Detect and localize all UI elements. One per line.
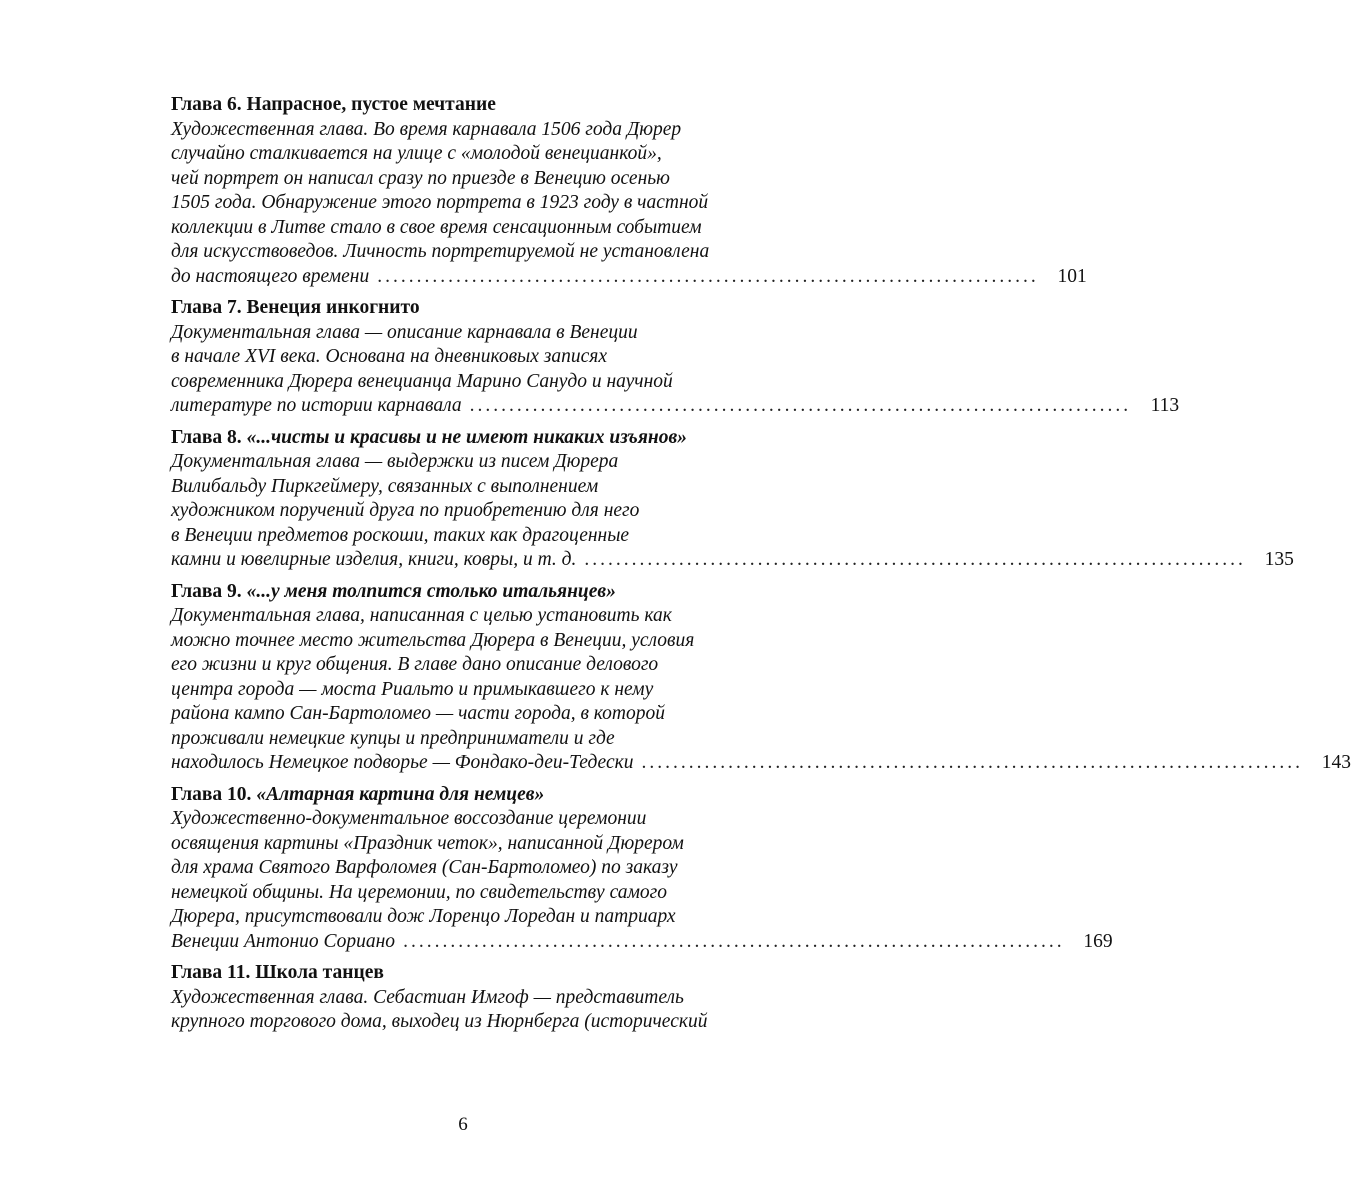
chapter-title-quote: «Алтарная картина для немцев» xyxy=(256,783,545,805)
description-last-line xyxy=(171,265,1087,290)
description-last-line xyxy=(171,394,1180,419)
chapter-description xyxy=(171,450,1294,573)
description-line: 1505 года. Обнаружение этого портрета в 1923 году в частной xyxy=(171,192,709,213)
description-line: находилось Немецкое подворье — Фондако-деи-Тедески xyxy=(171,752,634,773)
description-line: центра города — моста Риальто и примыкавшего к нему xyxy=(171,678,654,700)
description-line: для искусствоведов. Личность портретируемой не установлена xyxy=(171,241,710,262)
description-line: можно точнее место жительства Дюрера в Венеции, условия xyxy=(171,629,695,651)
chapter-description xyxy=(171,604,1351,776)
description-line: для храма Святого Варфоломея (Сан-Бартоломео) по заказу xyxy=(171,857,678,878)
page-number: 101 xyxy=(1057,265,1087,287)
description-line: его жизни и круг общения. В главе дано описание делового xyxy=(171,654,659,675)
chapter-title: Глава 7. Венеция инкогнито xyxy=(171,297,420,318)
chapter-title: Глава 11. Школа танцев xyxy=(171,962,384,983)
toc-entry-chapter-7 xyxy=(171,296,1180,419)
description-line: современника Дюрера венецианца Марино Санудо и научной xyxy=(171,370,673,392)
description-line: освящения картины «Праздник четок», написанной Дюрером xyxy=(171,832,684,854)
description-line: Документальная глава — выдержки из писем Дюрера xyxy=(171,451,619,472)
chapter-title-prefix: Глава 8. xyxy=(171,426,247,448)
toc-entry-chapter-10 xyxy=(171,783,1113,955)
description-line: в начале XVI века. Основана на дневниковых записях xyxy=(171,346,608,367)
toc-entry-chapter-6 xyxy=(171,93,1087,289)
chapter-title xyxy=(171,783,761,808)
dot-leader: .................................................................................... xyxy=(641,752,1303,773)
chapter-title-quote: «...у меня толпится столько итальянцев» xyxy=(246,580,616,602)
description-line: в Венеции предметов роскоши, таких как драгоценные xyxy=(171,524,630,546)
description-line: Художественная глава. Во время карнавала 1506 года Дюрер xyxy=(171,118,682,140)
chapter-description xyxy=(171,807,1113,954)
chapter-title: Глава 6. Напрасное, пустое мечтание xyxy=(171,94,496,115)
description-line: проживали немецкие купцы и предприниматели и где xyxy=(171,727,615,749)
description-line: чей портрет он написал сразу по приезде в Венецию осенью xyxy=(171,167,670,189)
chapter-title xyxy=(171,426,761,451)
chapter-description xyxy=(171,986,761,1035)
description-line: Художественная глава. Себастиан Имгоф — представитель xyxy=(171,986,684,1008)
description-line: художником поручений друга по приобретению для него xyxy=(171,500,640,521)
table-of-contents xyxy=(171,93,1351,1042)
dot-leader: .................................................................................... xyxy=(469,395,1132,416)
description-last-line xyxy=(171,751,1351,776)
description-line: случайно сталкивается на улице с «молодой венецианкой», xyxy=(171,143,662,164)
dot-leader: .................................................................................... xyxy=(584,549,1246,570)
description-line: литературе по истории карнавала xyxy=(171,395,462,416)
toc-entry-chapter-9 xyxy=(171,580,1351,776)
dot-leader: .................................................................................... xyxy=(403,930,1065,952)
description-line: до настоящего времени xyxy=(171,265,370,287)
description-last-line xyxy=(171,548,1294,573)
description-line: Художественно-документальное воссоздание церемонии xyxy=(171,808,647,829)
chapter-description xyxy=(171,321,1180,419)
dot-leader: .................................................................................... xyxy=(377,265,1039,287)
description-line: района кампо Сан-Бартоломео — части города, в которой xyxy=(171,703,666,724)
chapter-title xyxy=(171,580,761,605)
page-number: 135 xyxy=(1264,549,1294,570)
page-number: 113 xyxy=(1150,395,1180,416)
toc-entry-chapter-11 xyxy=(171,961,761,1035)
chapter-title-prefix: Глава 9. xyxy=(171,580,247,602)
page-number: 143 xyxy=(1321,752,1351,773)
description-line: Документальная глава, написанная с целью установить как xyxy=(171,605,672,626)
description-last-line xyxy=(171,930,1113,955)
description-line: Вилибальду Пиркгеймеру, связанных с выполнением xyxy=(171,475,599,497)
toc-entry-chapter-8 xyxy=(171,426,1294,573)
description-line: коллекции в Литве стало в свое время сенсационным событием xyxy=(171,216,702,238)
chapter-title-quote: «...чисты и красивы и не имеют никаких изъянов» xyxy=(246,426,687,448)
chapter-description xyxy=(171,118,1087,290)
page-folio: 6 xyxy=(458,1114,468,1135)
description-line: камни и ювелирные изделия, книги, ковры, и т. д. xyxy=(171,549,577,570)
description-line: немецкой общины. На церемонии, по свидетельству самого xyxy=(171,881,668,903)
description-line: Венеции Антонио Сориано xyxy=(171,930,396,952)
description-line: Дюрера, присутствовали дож Лоренцо Лоредан и патриарх xyxy=(171,906,676,927)
description-line: Документальная глава — описание карнавала в Венеции xyxy=(171,321,638,343)
page-number: 169 xyxy=(1083,930,1113,952)
description-line: крупного торгового дома, выходец из Нюрнберга (исторический xyxy=(171,1011,708,1032)
chapter-title-prefix: Глава 10. xyxy=(171,783,257,805)
